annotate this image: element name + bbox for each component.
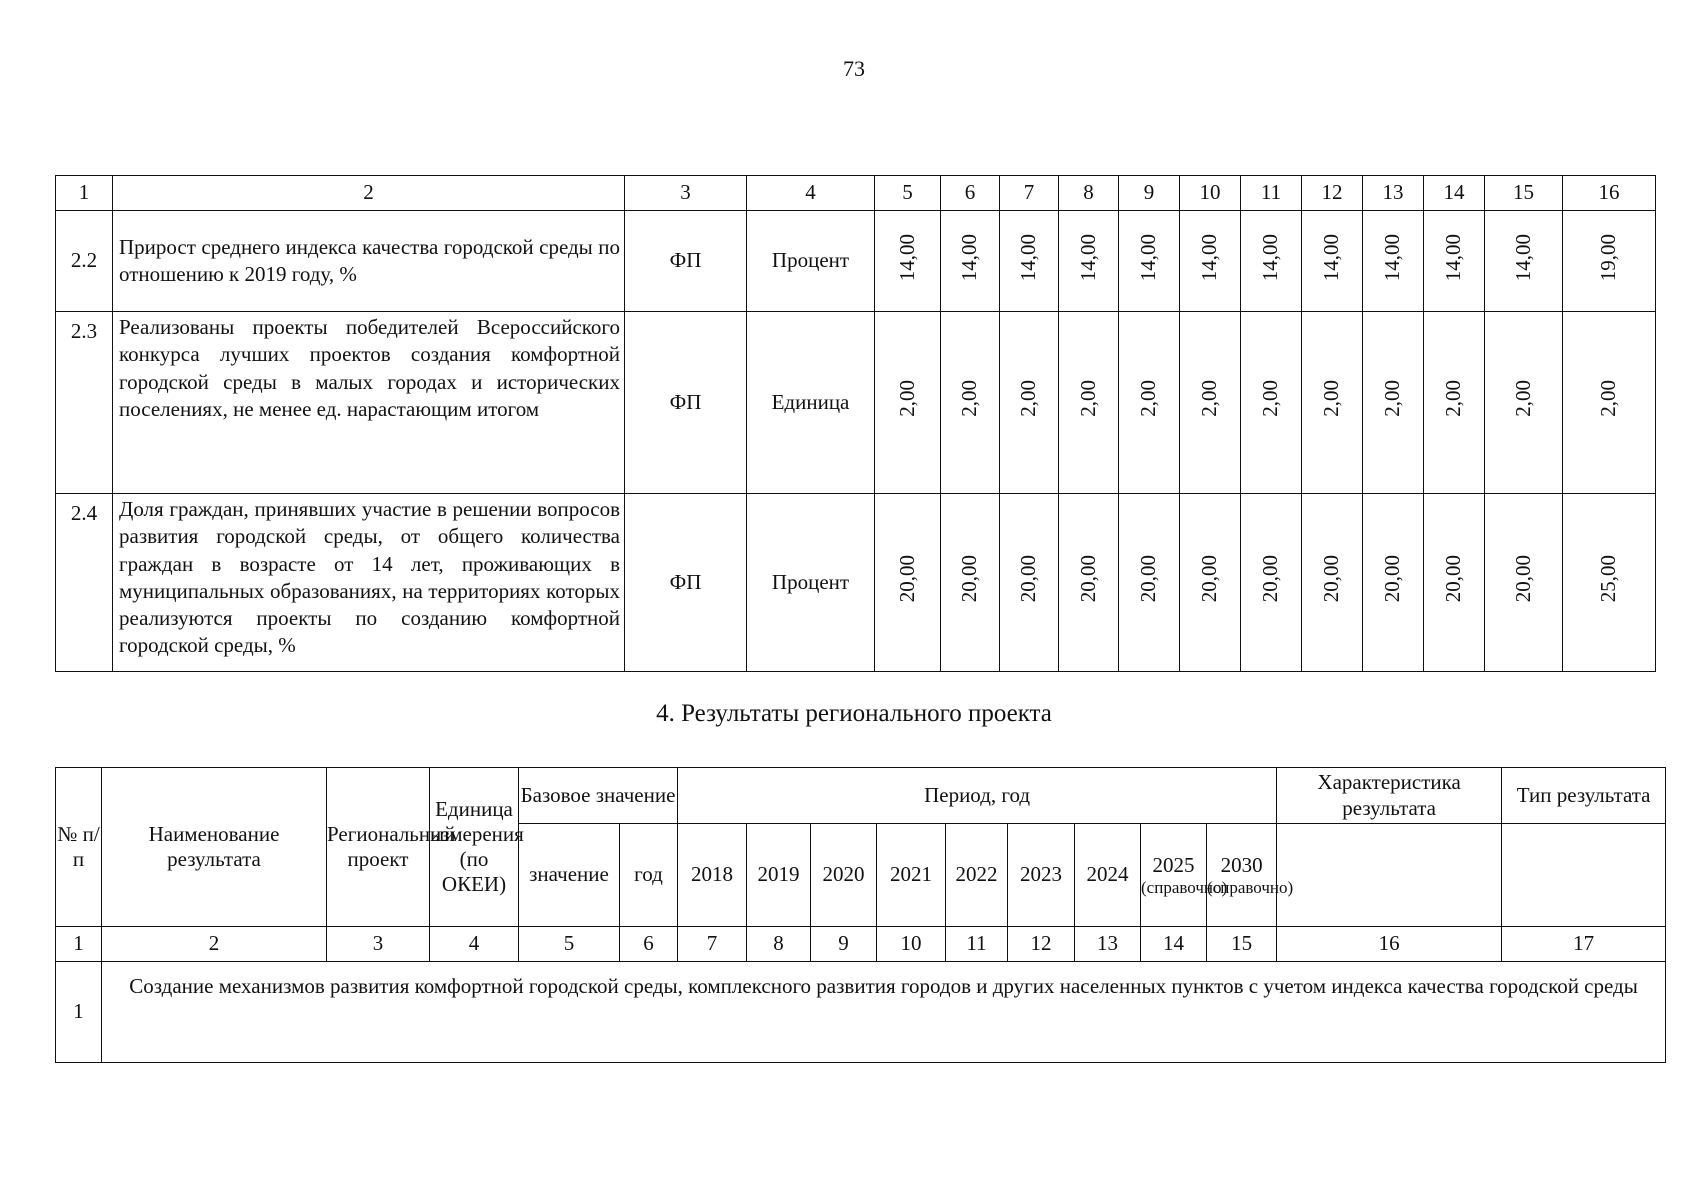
indicator-value: 14,00 [1136,233,1161,281]
indicator-level: ФП [625,494,747,672]
header-period: Период, год [678,768,1277,824]
result-text: Создание механизмов развития комфортной городской среды, комплексного развития городов и других населенных пунктов с учетом индекса качества городской среды [102,962,1666,1063]
column-number: 5 [519,927,620,962]
result-row [56,962,1666,1063]
indicator-level: ФП [625,312,747,494]
column-number: 6 [941,176,1000,211]
column-number: 8 [747,927,811,962]
column-number: 13 [1363,176,1424,211]
indicator-value: 14,00 [1510,233,1535,281]
column-number: 9 [1119,176,1180,211]
header-year: 2019 [747,824,811,927]
header-result-type: Тип результата [1502,768,1666,824]
indicator-value: 2,00 [1319,380,1344,418]
indicator-value: 20,00 [1380,555,1405,603]
indicator-unit: Процент [747,494,875,672]
header-year: 2018 [678,824,747,927]
results-numbers-row [56,927,1666,962]
indicator-name: Прирост среднего индекса качества городской среды по отношению к 2019 году, % [113,211,625,312]
column-number: 12 [1008,927,1075,962]
column-number: 16 [1277,927,1502,962]
column-number: 1 [56,176,113,211]
column-number: 6 [620,927,678,962]
indicator-value: 20,00 [1441,555,1466,603]
year-2030-label: 2030 [1220,852,1263,877]
indicator-unit: Единица [747,312,875,494]
indicator-value: 14,00 [1380,233,1405,281]
indicator-value: 2,00 [1258,380,1283,418]
column-number: 3 [327,927,430,962]
column-number: 10 [877,927,946,962]
result-number: 1 [56,962,102,1063]
column-number: 2 [113,176,625,211]
indicator-unit: Процент [747,211,875,312]
column-number: 14 [1141,927,1207,962]
year-2025-note: (справочно) [1141,877,1228,897]
indicator-value: 20,00 [1016,555,1041,603]
indicator-value: 2,00 [1136,380,1161,418]
header-year: 2023 [1008,824,1075,927]
column-number: 10 [1180,176,1241,211]
indicator-value: 14,00 [1197,233,1222,281]
indicator-value: 2,00 [1380,380,1405,418]
indicators-header-row [56,176,1656,211]
indicator-row [56,211,1656,312]
header-year: 2021 [877,824,946,927]
indicator-level: ФП [625,211,747,312]
indicator-value: 14,00 [894,233,919,281]
year-2025-label: 2025 [1152,852,1195,877]
indicator-row [56,312,1656,494]
row-number: 2.3 [56,312,113,494]
header-base-value: Базовое значение [519,768,678,824]
indicator-row [56,494,1656,672]
indicator-value: 19,00 [1596,233,1621,281]
column-number: 2 [102,927,327,962]
indicator-value: 2,00 [1197,380,1222,418]
indicator-value: 2,00 [1016,380,1041,418]
indicator-value: 2,00 [1510,380,1535,418]
column-number: 16 [1563,176,1656,211]
results-table [55,767,1666,1063]
header-base-value-year: год [620,824,678,927]
header-result-name: Наименование результата [102,768,327,927]
indicator-value: 14,00 [1075,233,1100,281]
column-number: 15 [1485,176,1563,211]
indicator-value: 20,00 [1136,555,1161,603]
column-number: 11 [1241,176,1302,211]
column-number: 17 [1502,927,1666,962]
year-2030-note: (справочно) [1207,877,1294,897]
header-result-type-empty [1502,824,1666,927]
indicator-value: 20,00 [1319,555,1344,603]
indicator-value: 2,00 [1075,380,1100,418]
indicator-value: 20,00 [1258,555,1283,603]
indicator-value: 2,00 [1596,380,1621,418]
column-number: 9 [811,927,877,962]
column-number: 3 [625,176,747,211]
results-header-row [56,768,1666,824]
row-number: 2.2 [56,211,113,312]
header-characteristic-empty [1277,824,1502,927]
column-number: 15 [1207,927,1277,962]
indicator-value: 14,00 [1258,233,1283,281]
column-number: 13 [1075,927,1141,962]
indicator-value: 20,00 [1075,555,1100,603]
column-number: 7 [1000,176,1059,211]
indicator-value: 20,00 [1197,555,1222,603]
indicator-value: 20,00 [1510,555,1535,603]
indicator-value: 20,00 [894,555,919,603]
header-base-value-value: значение [519,824,620,927]
header-characteristic: Характеристика результата [1277,768,1502,824]
section-title: 4. Результаты регионального проекта [656,700,1052,727]
header-regional-project: Региональный проект [327,768,430,927]
column-number: 1 [56,927,102,962]
header-year-2025 [1141,824,1228,927]
indicator-name: Доля граждан, принявших участие в решении вопросов развития городской среды, от общего количества граждан в возрасте от 14 лет, проживающих в муниципальных образованиях, на территориях которых реализуются проекты по созданию комфортной городской среды, % [113,494,625,672]
header-number: № п/п [56,768,102,927]
column-number: 4 [747,176,875,211]
indicator-value: 2,00 [894,380,919,418]
row-number: 2.4 [56,494,113,672]
indicator-value: 2,00 [1441,380,1466,418]
indicator-name: Реализованы проекты победителей Всероссийского конкурса лучших проектов создания комфортной городской среды в малых городах и исторических поселениях, не менее ед. нарастающим итогом [113,312,625,494]
indicator-value: 14,00 [957,233,982,281]
header-year: 2020 [811,824,877,927]
column-number: 11 [946,927,1008,962]
indicator-value: 14,00 [1016,233,1041,281]
indicator-value: 20,00 [957,555,982,603]
header-year: 2022 [946,824,1008,927]
column-number: 8 [1059,176,1119,211]
indicator-value: 25,00 [1596,555,1621,603]
indicator-value: 2,00 [957,380,982,418]
column-number: 4 [430,927,519,962]
indicator-value: 14,00 [1319,233,1344,281]
column-number: 7 [678,927,747,962]
column-number: 12 [1302,176,1363,211]
header-year-2030 [1207,824,1294,927]
column-number: 14 [1424,176,1485,211]
indicators-table [55,175,1656,672]
column-number: 5 [875,176,941,211]
header-year: 2024 [1075,824,1141,927]
page-number: 73 [843,56,865,81]
header-unit: Единица измерения (по ОКЕИ) [430,768,519,927]
indicator-value: 14,00 [1441,233,1466,281]
